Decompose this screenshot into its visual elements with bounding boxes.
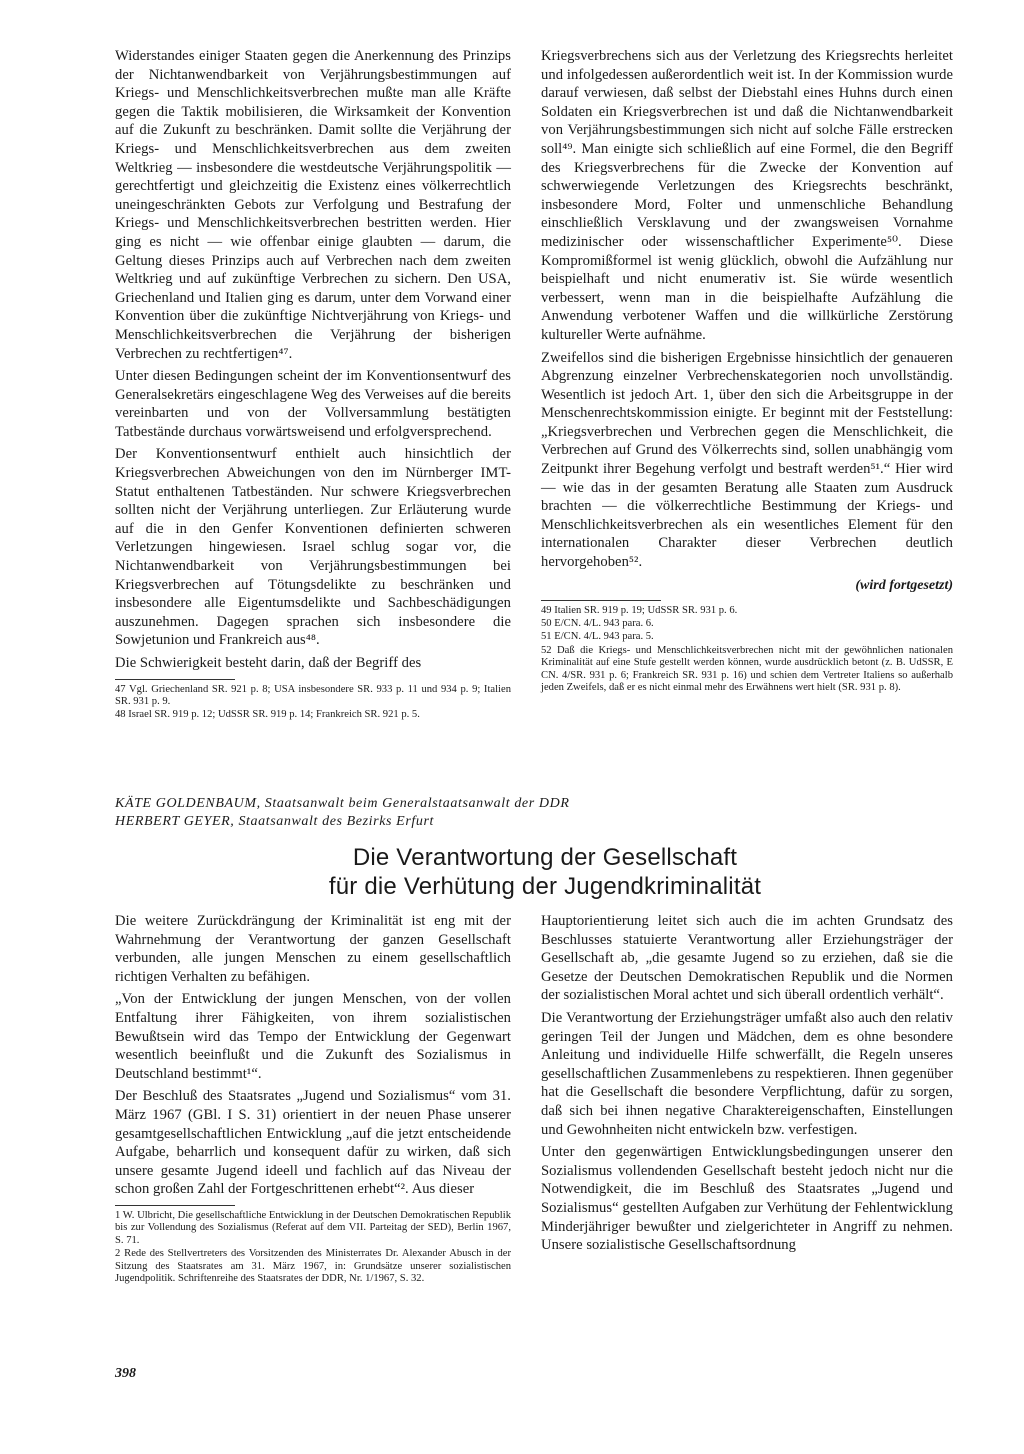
footnote-divider — [115, 679, 235, 680]
footnote-divider — [541, 600, 661, 601]
paragraph: Widerstandes einiger Staaten gegen die Anerkennung des Prinzips der Nichtanwendbarkeit von Verjährungsbestimmungen auf Kriegs- und Menschlichkeitsverbrechen mußte man alle Kräfte gegen die Taktik mobilisieren, die Wirksamkeit der Konvention auf die Zukunft zu beschränken. Damit sollte die Verjährung der Kriegs- und Menschlichkeitsverbrechen aus dem zweiten Weltkrieg — insbesondere die westdeutsche Verjährungspolitik — gerechtfertigt und gleichzeitig die Existenz eines völkerrechtlich uneingeschränkten Gebots zur Verfolgung und Bestrafung der Kriegs- und Menschlichkeitsverbrechen bestritten werden. Hier ging es nicht — wie offenbar einige glaubten — darum, die Geltung dieses Prinzips auch auf Verbrechen nach dem zweiten Weltkrieg und auf zukünftige Verbrechen zu sichern. Den USA, Griechenland und Italien ging es darum, unter dem Vorwand einer Konvention über die zukünftige Nichtverjährung von Kriegs- und Menschlichkeitsverbrechen die Verjährung der bisherigen Verbrechen zu rechtfertigen⁴⁷. — [115, 48, 511, 362]
article-title — [115, 843, 975, 901]
paragraph: „Von der Entwicklung der jungen Menschen, von der vollen Entfaltung ihrer Fähigkeiten, von ihrem sozialistischen Bewußtsein wird das Tempo der Entwicklung der Gegenwart wesentlich beeinflußt und die Zukunft des Sozialismus in Deutschland bestimmt¹“. — [115, 991, 511, 1082]
paragraph: Kriegsverbrechens sich aus der Verletzung des Kriegsrechts herleitet und infolgedessen außerordentlich weit ist. In der Kommission wurde darauf verwiesen, daß selbst der Diebstahl eines Huhns durch einen Soldaten ein Kriegsverbrechen ist und daß die Nichtanwendbarkeit von Verjährungsbestimmungen sich nicht auf solche Fälle erstrecken soll⁴⁹. Man einigte sich schließlich auf eine Formel, die den Begriff des Kriegsverbrechens für die Zwecke der Konvention auf schwerwiegende Verletzungen des Kriegsrechts beschränkt, insbesondere Mord, Folter und unmenschliche Behandlung einschließlich Versklavung und der zwangsweisen Vornahme medizinischer oder wissenschaftlicher Experimente⁵⁰. Diese Kompromißformel ist wenig glücklich, obwohl die Aufzählung nur beispielhaft und nicht enumerativ ist. Sie würde wesentlich verbessert, wenn man in die beispielhafte Aufzählung die Anwendung verbotener Waffen und die willkürliche Zerstörung kultureller Werte aufnähme. — [541, 48, 953, 343]
footnote: 47 Vgl. Griechenland SR. 921 p. 8; USA insbesondere SR. 933 p. 11 und 934 p. 9; Italien SR. 931 p. 9. — [115, 683, 511, 707]
footnote-divider — [115, 1205, 235, 1206]
bottom-left-column — [115, 912, 511, 1286]
top-left-column — [115, 47, 511, 723]
footnote: 52 Daß die Kriegs- und Menschlichkeitsverbrechen nicht mit der gewöhnlichen nationalen Kriminalität auf eine Stufe gestellt werden können, wurde ausdrücklich betont (z. B. UdSSR, E CN. 4/SR. 931 p. 6; Frankreich SR. 931 p. 16) und schien dem Vertreter Italiens so außerhalb jeden Zweifels, daß er es nicht einmal mehr des Erwähnens wert hielt (SR. 931 p. 8). — [541, 644, 953, 694]
top-right-column — [541, 47, 953, 695]
bottom-right-column — [541, 912, 953, 1259]
author-line: HERBERT GEYER, Staatsanwalt des Bezirks Erfurt — [115, 814, 435, 829]
paragraph: Der Konventionsentwurf enthielt auch hinsichtlich der Kriegsverbrechen Abweichungen von den im Nürnberger IMT-Statut enthaltenen Tatbeständen. Nur schwere Kriegsverbrechen sollten nicht der Verjährung unterliegen. Zur Erläuterung wurde auf die in den Genfer Konventionen definierten schweren Verletzungen hingewiesen. Israel schlug sogar vor, die Nichtanwendbarkeit von Verjährungsbestimmungen bei Kriegsverbrechen auf Tötungsdelikte zu beschränken und insbesondere alle Eigentumsdelikte und Sachbeschädigungen auszunehmen. Dagegen sprachen sich insbesondere die Sowjetunion und Frankreich aus⁴⁸. — [115, 446, 511, 649]
paragraph: Unter diesen Bedingungen scheint der im Konventionsentwurf des Generalsekretärs eingeschlagene Weg des Verweises auf die bereits vereinbarten und von der Vollversammlung bestätigten Tatbestände durchaus vorwärtsweisend und erfolgversprechend. — [115, 368, 511, 440]
paragraph: Der Beschluß des Staatsrates „Jugend und Sozialismus“ vom 31. März 1967 (GBl. I S. 31) orientiert in der neuen Phase unserer gesamtgesellschaftlichen Entwicklung „auf die jetzt entscheidende Aufgabe, beharrlich und konsequent dafür zu wirken, daß sich unsere gesamte Jugend ideell und fachlich auf das Niveau der schon großen Zahl der Fortgeschrittenen erhebt“². Aus dieser — [115, 1088, 511, 1198]
paragraph: Die Verantwortung der Erziehungsträger umfaßt also auch den relativ geringen Teil der Jungen und Mädchen, dem es ohne besondere Anleitung und individuelle Hilfe schwerfällt, die Regeln unseres gesellschaftlichen Zusammenlebens zu respektieren. Ihnen gegenüber hat die Gesellschaft die besondere Verpflichtung, dafür zu sorgen, daß sich bei ihnen negative Charaktereigenschaften, Einstellungen und Gewohnheiten nicht entwickeln bzw. verfestigen. — [541, 1009, 953, 1138]
footnote: 2 Rede des Stellvertreters des Vorsitzenden des Ministerrates Dr. Alexander Abusch in der Sitzung des Staatsrates am 31. März 1967, in: Grundsätze unserer sozialistischen Jugendpolitik. Schriftenreihe des Staatsrates der DDR, Nr. 1/1967, S. 32. — [115, 1248, 511, 1284]
footnote: 51 E/CN. 4/L. 943 para. 5. — [541, 631, 654, 643]
paragraph: Die weitere Zurückdrängung der Kriminalität ist eng mit der Wahrnehmung der Verantwortung der ganzen Gesellschaft verbunden, alle jungen Menschen zu einem gesellschaftlich richtigen Verhalten zu befähigen. — [115, 913, 511, 985]
continued-note: (wird fortgesetzt) — [855, 577, 953, 593]
footnote: 48 Israel SR. 919 p. 12; UdSSR SR. 919 p. 14; Frankreich SR. 921 p. 5. — [115, 709, 420, 721]
paragraph: Hauptorientierung leitet sich auch die im achten Grundsatz des Beschlusses statuierte Verantwortung aller Erziehungsträger der Gesellschaft ab, „die gesamte Jugend so zu erziehen, daß sie die Gesetze der Deutschen Demokratischen Republik und die Normen der sozialistischen Moral achtet und sich überall ordentlich verhält“. — [541, 913, 953, 1004]
footnote: 49 Italien SR. 919 p. 19; UdSSR SR. 931 p. 6. — [541, 604, 738, 616]
footnote: 1 W. Ulbricht, Die gesellschaftliche Entwicklung in der Deutschen Demokratischen Republik bis zur Vollendung des Sozialismus (Referat auf dem VII. Parteitag der SED), Berlin 1967, S. 71. — [115, 1209, 511, 1246]
author-line: KÄTE GOLDENBAUM, Staatsanwalt beim Generalstaatsanwalt der DDR — [115, 796, 570, 811]
title-line: Die Verantwortung der Gesellschaft — [352, 844, 738, 871]
page-number: 398 — [115, 1366, 136, 1381]
author-lines — [115, 795, 975, 831]
footnote: 50 E/CN. 4/L. 943 para. 6. — [541, 618, 654, 630]
paragraph: Die Schwierigkeit besteht darin, daß der Begriff des — [115, 655, 422, 671]
paragraph: Zweifellos sind die bisherigen Ergebnisse hinsichtlich der genaueren Abgrenzung einzelner Verbrechenskategorien noch unvollständig. Wesentlich ist jedoch Art. 1, über den sich die Arbeitsgruppe in der Menschenrechtskommission einigte. Er beginnt mit der Feststellung: „Kriegsverbrechen und Verbrechen gegen die Menschlichkeit, die Verbrechen auf Grund des Völkerrechts sind, sollen unabhängig vom Zeitpunkt ihrer Begehung verfolgt und bestraft werden⁵¹.“ Hier wird — wie das in der gesamten Beratung alle Staaten zum Ausdruck brachten — die völkerrechtliche Bestimmung der Kriegs- und Menschlichkeitsverbrechen als ein wesentliches Element für den internationalen Charakter dieser Verbrechen deutlich hervorgehoben⁵². — [541, 349, 953, 571]
title-line: für die Verhütung der Jugendkriminalität — [328, 873, 762, 900]
paragraph: Unter den gegenwärtigen Entwicklungsbedingungen unserer den Sozialismus vollendenden Gesellschaft besteht jedoch nicht nur die Notwendigkeit, die im Beschluß des Staatsrates „Jugend und Sozialismus“ gestellten Aufgaben zur Verhütung der Fehlentwicklung Minderjähriger bewußter und zielgerichteter in Angriff zu nehmen. Unsere sozialistische Gesellschaftsordnung — [541, 1144, 953, 1254]
